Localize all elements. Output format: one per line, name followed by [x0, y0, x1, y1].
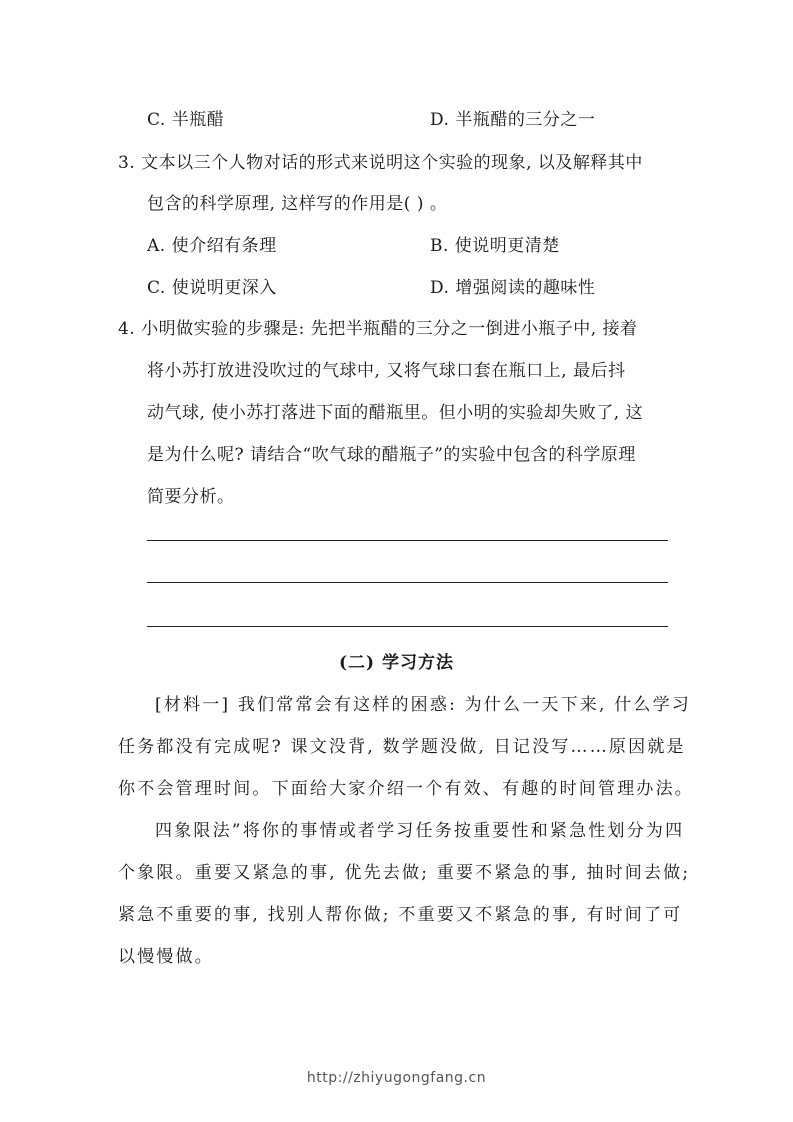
- q3-stem-line1: 3. 文本以三个人物对话的形式来说明这个实验的现象, 以及解释其中: [118, 153, 643, 173]
- material-line-3: 你不会管理时间。下面给大家介绍一个有效、有趣的时间管理办法。: [118, 779, 694, 799]
- q3-option-b: B. 使说明更清楚: [430, 236, 560, 256]
- material-line-2: 任务都没有完成呢? 课文没背, 数学题没做, 日记没写……原因就是: [118, 737, 686, 757]
- q3-option-d: D. 增强阅读的趣味性: [430, 278, 596, 298]
- q2-option-c: C. 半瓶醋: [147, 110, 225, 130]
- material-line-6: 紧急不重要的事, 找别人帮你做; 不重要又不紧急的事, 有时间了可: [118, 905, 683, 925]
- q3-stem-line2: 包含的科学原理, 这样写的作用是( ) 。: [147, 194, 448, 214]
- material-line-5: 个象限。重要又紧急的事, 优先去做; 重要不紧急的事, 抽时间去做;: [118, 863, 691, 883]
- q4-stem-line4: 是为什么呢? 请结合“吹气球的醋瓶子”的实验中包含的科学原理: [147, 445, 636, 465]
- answer-line-1[interactable]: [147, 540, 668, 541]
- footer-url[interactable]: http://zhiyugongfang.cn: [306, 1070, 487, 1086]
- material-line-7: 以慢慢做。: [118, 947, 214, 967]
- q3-option-a: A. 使介绍有条理: [147, 236, 277, 256]
- q3-option-c: C. 使说明更深入: [147, 278, 277, 298]
- answer-line-2[interactable]: [147, 582, 668, 583]
- answer-line-3[interactable]: [147, 626, 668, 627]
- q4-stem-line3: 动气球, 使小苏打落进下面的醋瓶里。但小明的实验却失败了, 这: [147, 403, 644, 423]
- q4-stem-line2: 将小苏打放进没吹过的气球中, 又将气球口套在瓶口上, 最后抖: [147, 361, 626, 381]
- q4-stem-line5: 简要分析。: [147, 487, 235, 507]
- material-line-1: [材料一] 我们常常会有这样的困惑: 为什么一天下来, 什么学习: [155, 695, 692, 715]
- section-title: (二) 学习方法: [338, 653, 454, 673]
- material-line-4: 四象限法”将你的事情或者学习任务按重要性和紧急性划分为四: [155, 821, 685, 841]
- q2-option-d: D. 半瓶醋的三分之一: [430, 110, 596, 130]
- q4-stem-line1: 4. 小明做实验的步骤是: 先把半瓶醋的三分之一倒进小瓶子中, 接着: [118, 319, 638, 339]
